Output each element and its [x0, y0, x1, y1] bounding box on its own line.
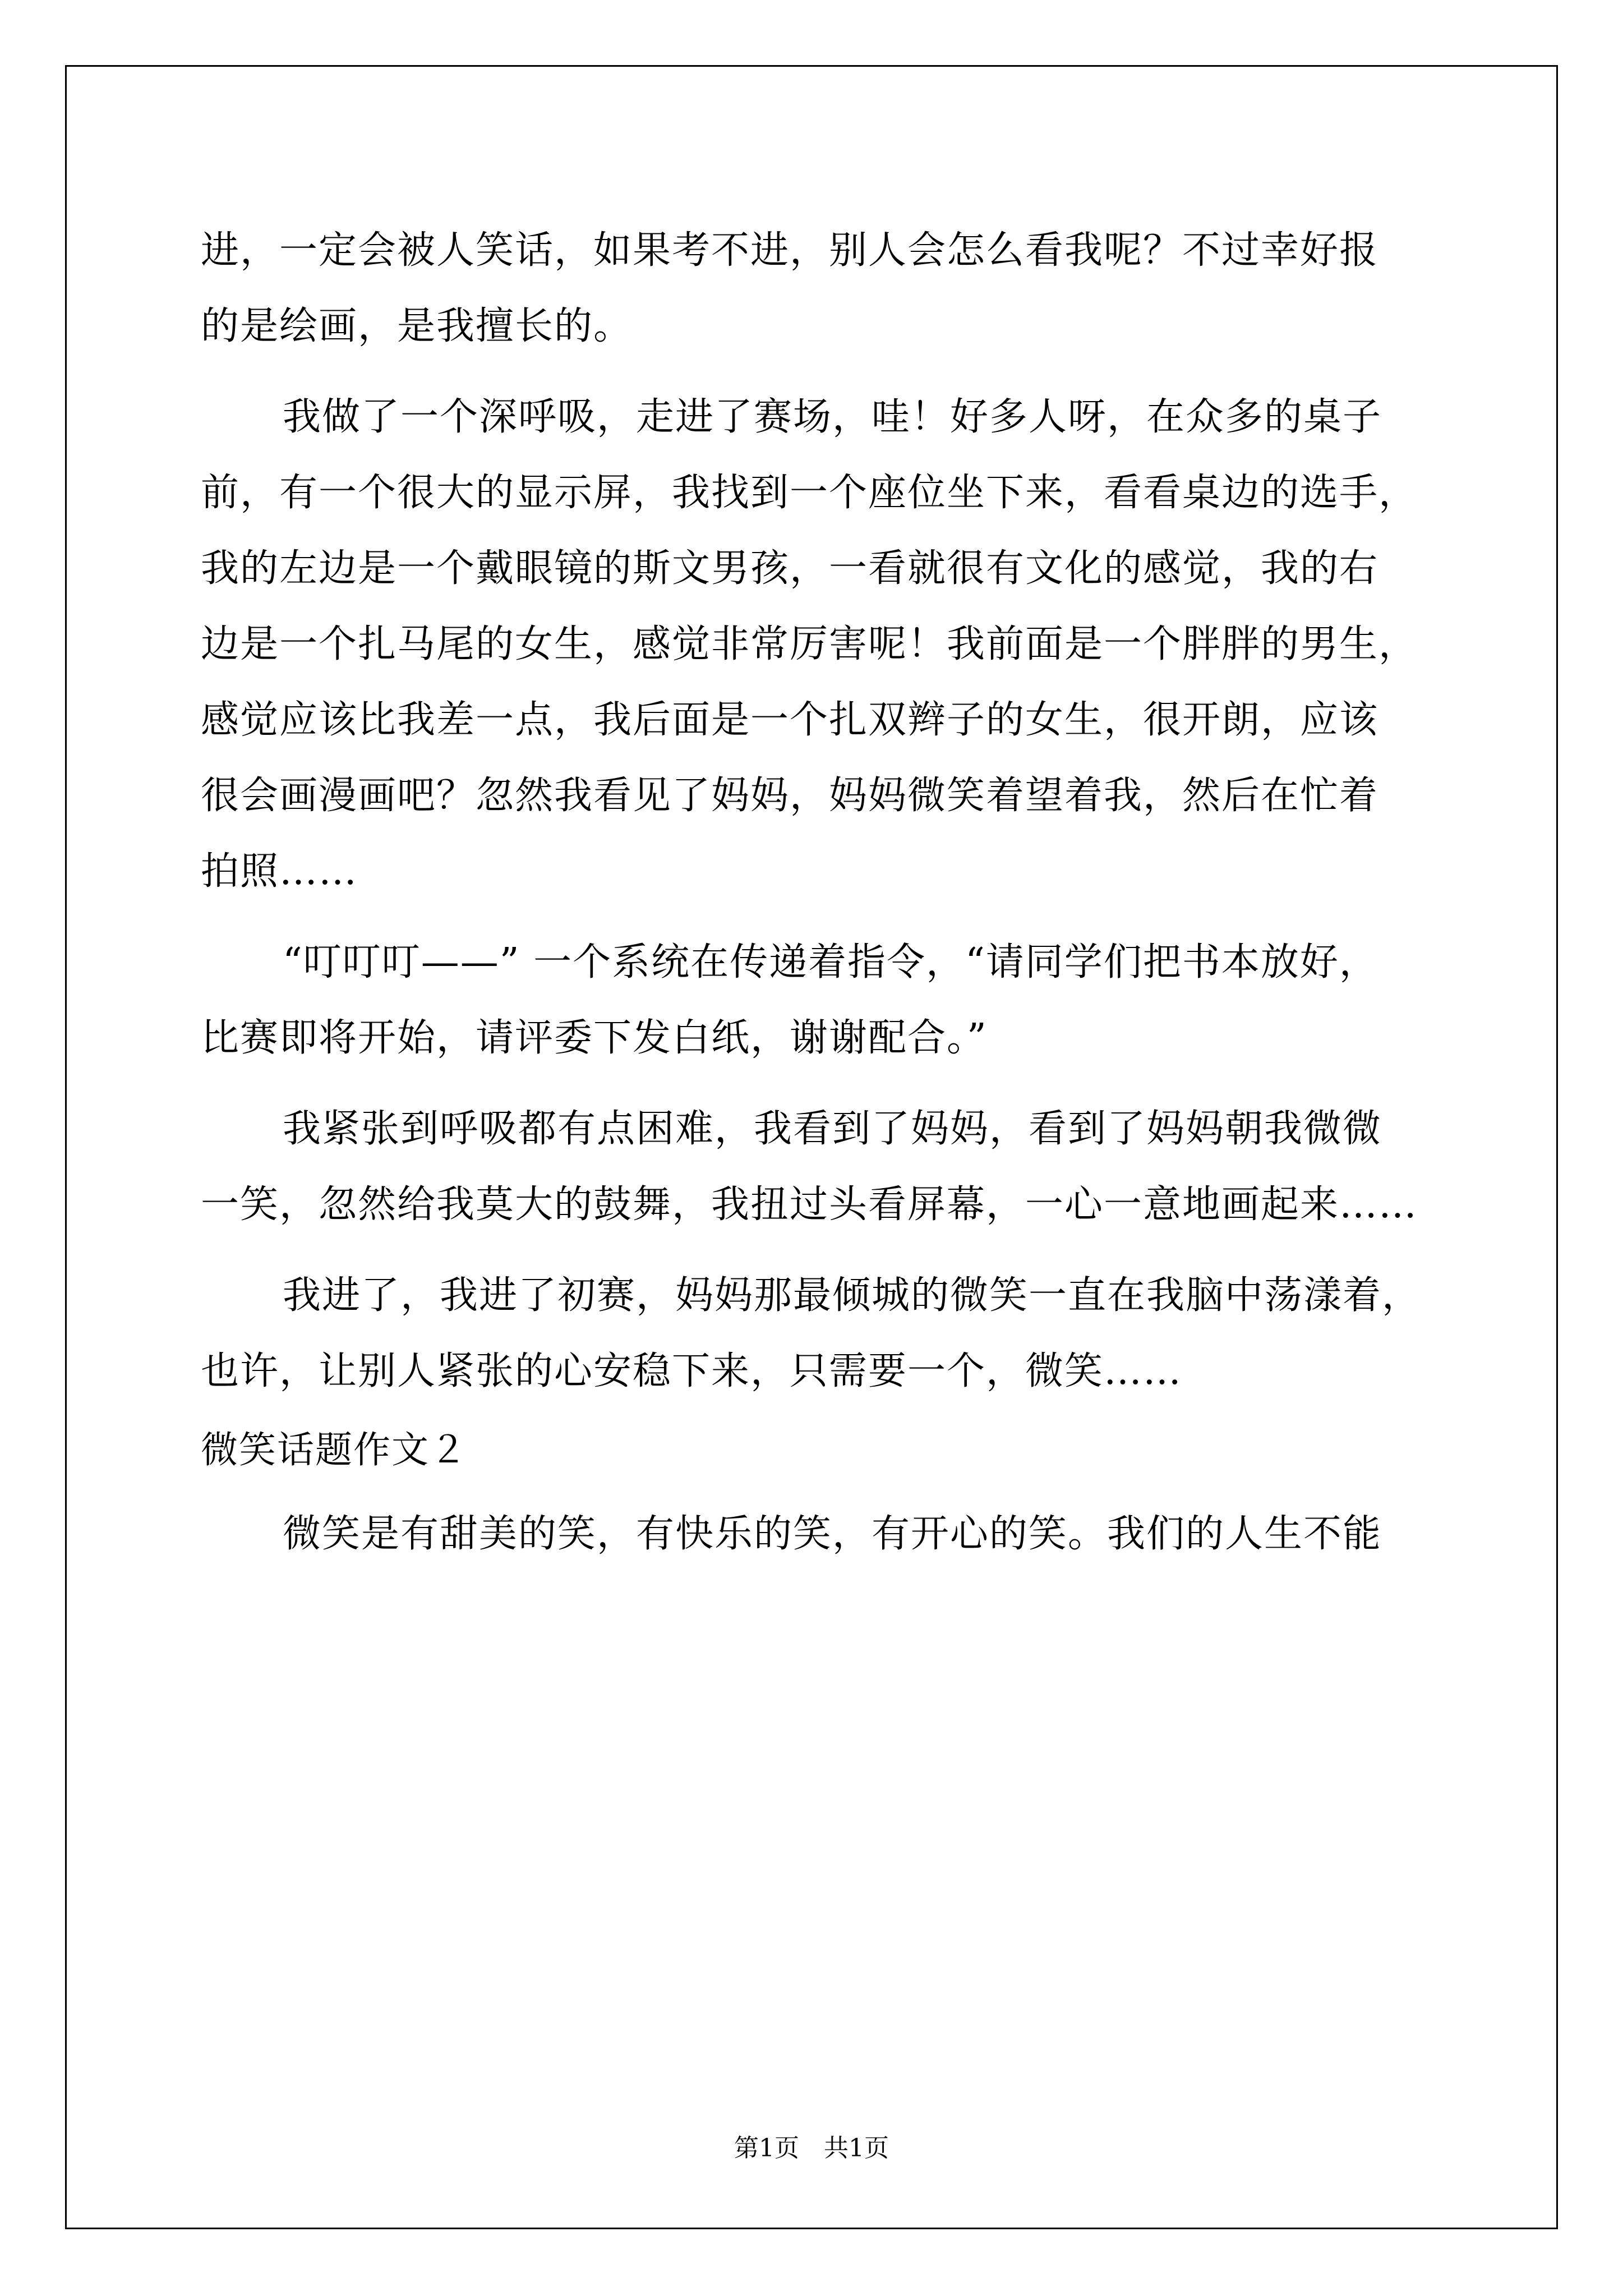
text-line: 感觉应该比我差一点，我后面是一个扎双辫子的女生，很开朗，应该 [201, 698, 1379, 742]
text-line: 我做了一个深呼吸，走进了赛场，哇！好多人呀，在众多的桌子 [283, 395, 1382, 439]
text-line: 我进了，我进了初赛，妈妈那最倾城的微笑一直在我脑中荡漾着， [283, 1273, 1422, 1318]
text-line: 进，一定会被人笑话，如果考不进，别人会怎么看我呢？不过幸好报 [201, 228, 1379, 273]
text-line: 我紧张到呼吸都有点困难，我看到了妈妈，看到了妈妈朝我微微 [283, 1107, 1382, 1151]
text-line: 比赛即将开始，请评委下发白纸，谢谢配合。” [201, 1016, 988, 1060]
text-line: 前，有一个很大的显示屏，我找到一个座位坐下来，看看桌边的选手， [201, 471, 1418, 515]
text-line: “叮叮叮——” 一个系统在传递着指令，“请同学们把书本放好， [283, 940, 1378, 984]
text-line: 我的左边是一个戴眼镜的斯文男孩，一看就很有文化的感觉，我的右 [201, 546, 1379, 591]
text-line: 的是绘画，是我擅长的。 [201, 304, 633, 348]
text-line: 一笑，忽然给我莫大的鼓舞，我扭过头看屏幕，一心一意地画起来…… [201, 1182, 1418, 1227]
page-footer: 第1页 共1页 [734, 2134, 889, 2162]
text-line: 微笑是有甜美的笑，有快乐的笑，有开心的笑。我们的人生不能 [283, 1512, 1382, 1556]
text-line: 拍照…… [201, 849, 358, 894]
text-line: 很会画漫画吧？忽然我看见了妈妈，妈妈微笑着望着我，然后在忙着 [201, 774, 1379, 818]
section-heading: 微笑话题作文２ [201, 1428, 468, 1471]
text-line: 边是一个扎马尾的女生，感觉非常厉害呢！我前面是一个胖胖的男生， [201, 622, 1418, 666]
text-line: 也许，让别人紧张的心安稳下来，只需要一个，微笑…… [201, 1349, 1183, 1393]
